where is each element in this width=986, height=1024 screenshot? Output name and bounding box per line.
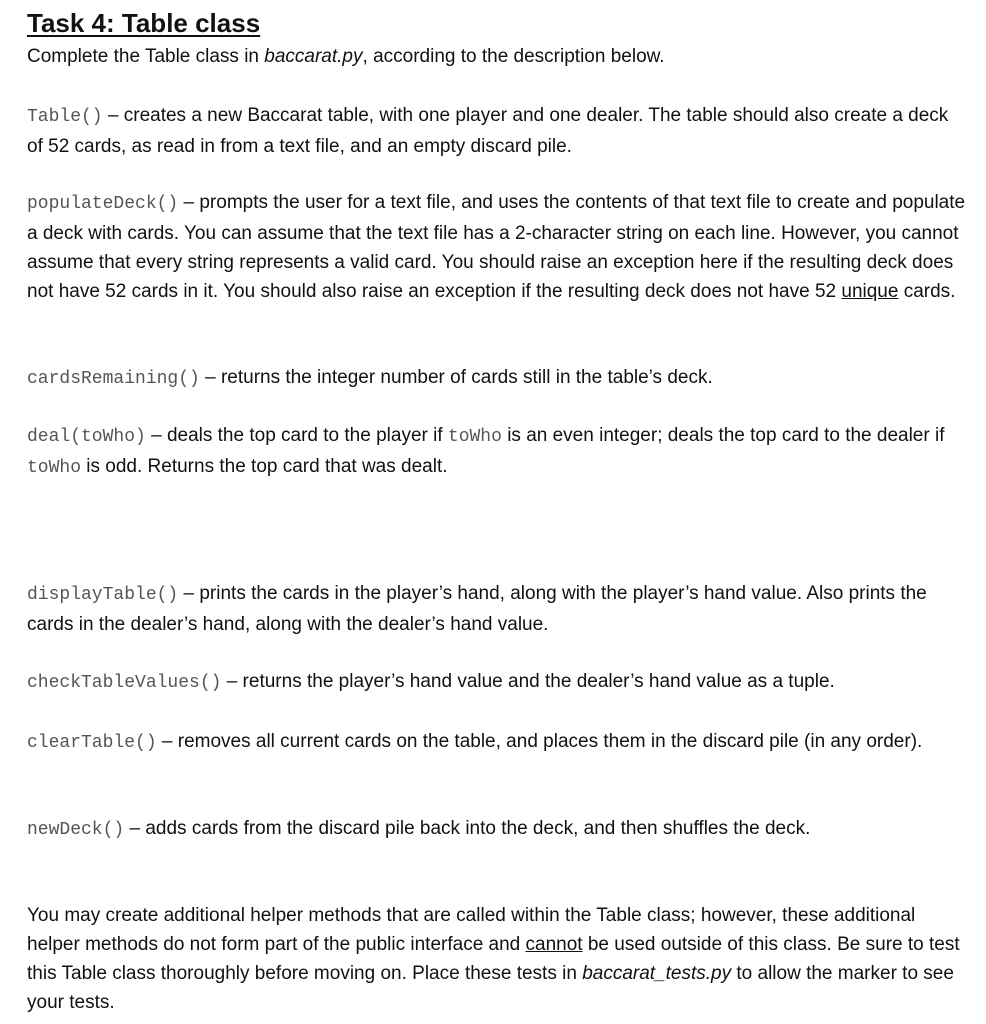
method-description: – returns the integer number of cards still in the table’s deck. (199, 367, 713, 388)
method-table (27, 101, 967, 161)
method-description-tail: cards. (898, 281, 956, 302)
method-populate-deck (27, 188, 967, 306)
method-description: – removes all current cards on the table, and places them in the discard pile (in any order). (156, 731, 923, 752)
intro-text-start: Complete the Table class in (27, 46, 265, 67)
method-signature: deal(toWho) (27, 427, 146, 447)
emphasis-cannot: cannot (525, 934, 583, 955)
task-heading: Task 4: Table class (27, 8, 261, 38)
method-signature: cardsRemaining() (27, 369, 200, 389)
closing-text: be used outside of this class. Be sure to test this Table class thoroughly before moving on. Place these tests in (27, 934, 960, 984)
method-display-table (27, 579, 967, 639)
method-signature: newDeck() (27, 820, 125, 840)
emphasis-unique: unique (841, 281, 899, 302)
method-signature: Table() (27, 107, 103, 127)
method-deal (27, 421, 967, 483)
argument-to-who: toWho (447, 427, 502, 447)
method-description: – prompts the user for a text file, and uses the contents of that text file to create and populate a deck with cards. You can assume that the text file has a 2-character string on each line. However, you cannot assume that every string represents a valid card. You should raise an exception here if the resulting deck does not have 52 cards in it. You should also raise an exception if the resulting deck does not have 52 (27, 192, 966, 302)
method-description: is odd. Returns the top card that was dealt. (81, 456, 448, 477)
method-cards-remaining (27, 363, 967, 394)
method-new-deck (27, 814, 967, 845)
closing-text: to allow the marker to see your tests. (27, 963, 954, 1013)
method-description: – adds cards from the discard pile back into the deck, and then shuffles the deck. (124, 818, 811, 839)
method-clear-table (27, 727, 967, 758)
tests-filename: baccarat_tests.py (582, 963, 732, 984)
method-description: – deals the top card to the player if (145, 425, 448, 446)
intro-text-end: , according to the description below. (362, 46, 665, 67)
intro-paragraph (27, 42, 665, 71)
method-signature: populateDeck() (27, 194, 179, 214)
method-description: is an even integer; deals the top card to the dealer if (501, 425, 945, 446)
method-signature: checkTableValues() (27, 673, 222, 693)
method-check-table-values (27, 667, 967, 698)
method-signature: displayTable() (27, 585, 179, 605)
argument-to-who: toWho (27, 458, 82, 478)
intro-filename: baccarat.py (264, 46, 363, 67)
method-signature: clearTable() (27, 733, 157, 753)
closing-text: You may create additional helper methods that are called within the Table class; however, these additional helper methods do not form part of the public interface and (27, 905, 916, 955)
method-description: – prints the cards in the player’s hand, along with the player’s hand value. Also prints the cards in the dealer’s hand, along with the dealer’s hand value. (27, 583, 927, 635)
method-description: – returns the player’s hand value and the dealer’s hand value as a tuple. (221, 671, 835, 692)
method-description: – creates a new Baccarat table, with one player and one dealer. The table should also create a deck of 52 cards, as read in from a text file, and an empty discard pile. (27, 105, 949, 157)
closing-paragraph (27, 901, 967, 1017)
